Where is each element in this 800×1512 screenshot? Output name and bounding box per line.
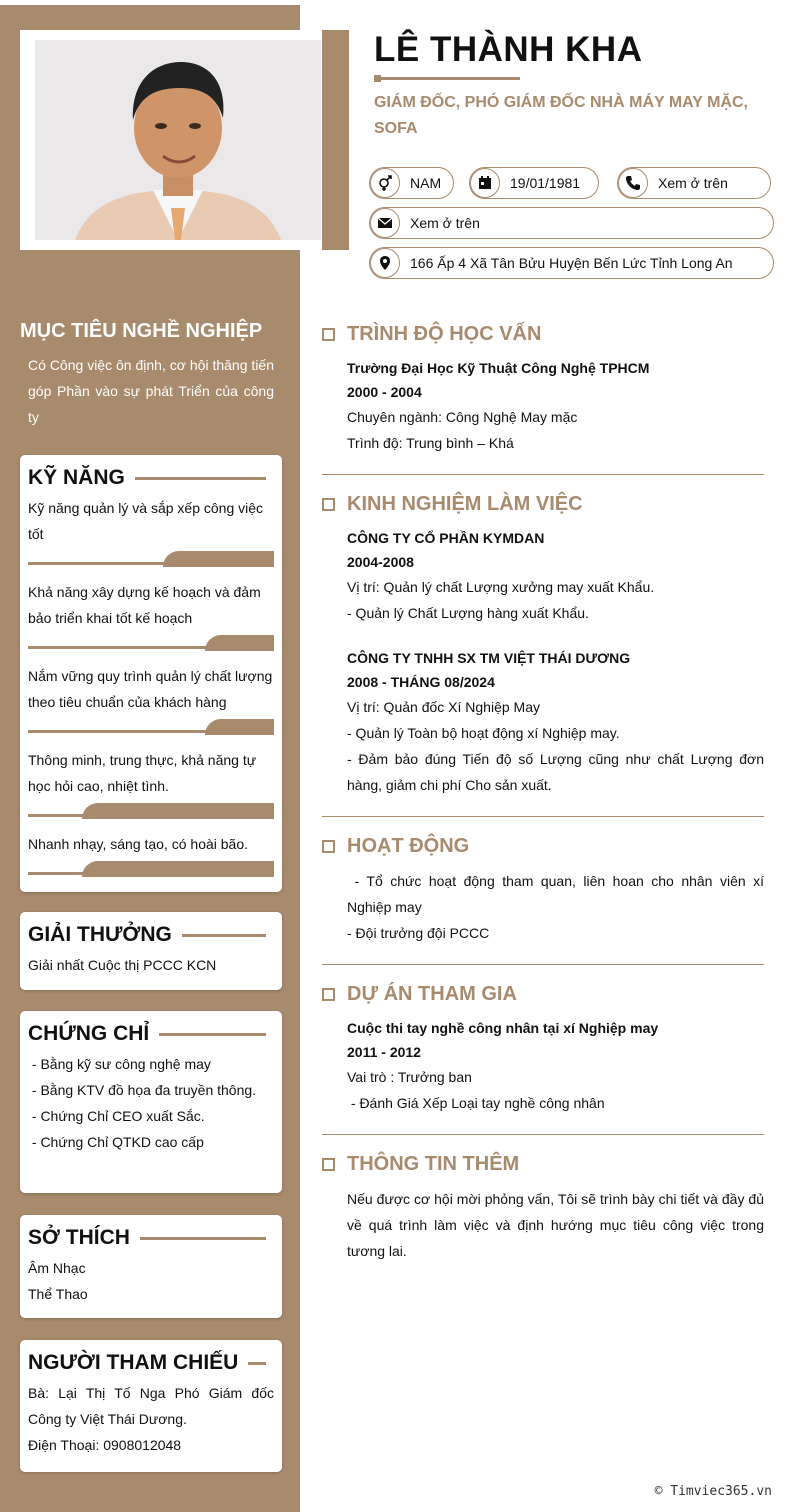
email-pill xyxy=(369,207,774,239)
avatar xyxy=(35,40,321,240)
phone-icon xyxy=(618,168,648,198)
hobby-item: Thể Thao xyxy=(28,1286,88,1302)
skill-item xyxy=(28,663,274,735)
gender-value: NAM xyxy=(410,175,442,191)
project-role: Vai trò : Trưởng ban xyxy=(347,1069,472,1085)
section-divider xyxy=(322,1134,764,1135)
skill-level-fill xyxy=(82,861,274,877)
section-square-icon xyxy=(322,328,335,341)
projects-heading: DỰ ÁN THAM GIA xyxy=(347,982,517,1005)
project-description: - Đánh Giá Xếp Loại tay nghề công nhân xyxy=(347,1095,605,1111)
awards-heading-rule xyxy=(182,934,266,937)
skill-bar xyxy=(28,635,274,651)
school-name: Trường Đại Học Kỹ Thuật Công Nghệ TPHCM xyxy=(347,360,650,376)
skills-heading-rule xyxy=(135,477,266,480)
job-detail: - Quản lý Chất Lượng hàng xuất Khẩu. xyxy=(347,605,589,621)
certificates-card xyxy=(20,1011,282,1193)
email-value: Xem ở trên xyxy=(410,215,480,231)
certificate-item: - Bằng kỹ sư công nghệ may xyxy=(28,1056,211,1072)
section-divider xyxy=(322,964,764,965)
company-name: CÔNG TY TNHH SX TM VIỆT THÁI DƯƠNG xyxy=(347,650,631,666)
job-detail: - Quản lý Toàn bộ hoạt động xí Nghiệp may. xyxy=(347,725,620,741)
birthdate-value: 19/01/1981 xyxy=(510,175,581,191)
skill-bar xyxy=(28,803,274,819)
education-section xyxy=(322,320,764,456)
skill-item xyxy=(28,747,274,819)
company-name: CÔNG TY CỔ PHẦN KYMDAN xyxy=(347,530,545,546)
photo-accent xyxy=(322,30,349,250)
section-square-icon xyxy=(322,988,335,1001)
experience-section xyxy=(322,490,764,798)
certificates-heading-rule xyxy=(159,1033,266,1036)
more-info-section xyxy=(322,1150,764,1264)
education-period: 2000 - 2004 xyxy=(347,384,422,400)
envelope-icon xyxy=(370,208,400,238)
map-pin-icon xyxy=(370,248,400,278)
section-square-icon xyxy=(322,840,335,853)
skill-bar xyxy=(28,861,274,877)
section-square-icon xyxy=(322,498,335,511)
experience-heading: KINH NGHIỆM LÀM VIỆC xyxy=(347,492,583,515)
education-major: Chuyên ngành: Công Nghệ May mặc xyxy=(347,409,578,425)
job-detail: - Đảm bảo đúng Tiến độ số Lượng cũng như chất Lượng đơn hàng, giảm chi phí Cho sản xuất. xyxy=(347,751,764,793)
awards-card xyxy=(20,912,282,990)
objective-text: Có Công việc ôn định, cơ hội thăng tiến góp Phần vào sự phát Triển của công ty xyxy=(28,357,274,425)
address-value: 166 Ấp 4 Xã Tân Bửu Huyện Bến Lức Tỉnh Long An xyxy=(410,255,733,271)
section-divider xyxy=(322,474,764,475)
job-period: 2008 - THÁNG 08/2024 xyxy=(347,674,495,690)
calendar-icon xyxy=(470,168,500,198)
address-pill xyxy=(369,247,774,279)
skill-item xyxy=(28,579,274,651)
more-info-heading: THÔNG TIN THÊM xyxy=(347,1152,520,1175)
references-heading-rule xyxy=(248,1362,266,1365)
activities-heading: HOẠT ĐỘNG xyxy=(347,834,470,857)
hobbies-card xyxy=(20,1215,282,1318)
skill-label: Khả năng xây dựng kế hoạch và đảm bảo triển khai tốt kế hoạch xyxy=(28,584,261,626)
gender-icon xyxy=(370,168,400,198)
activity-item: - Đội trưởng đội PCCC xyxy=(347,925,490,941)
skill-bar xyxy=(28,551,274,567)
section-divider xyxy=(322,816,764,817)
job-detail: Vị trí: Quản đốc Xí Nghiệp May xyxy=(347,699,540,715)
phone-value: Xem ở trên xyxy=(658,175,728,191)
skill-item xyxy=(28,831,274,877)
reference-phone: Điện Thoại: 0908012048 xyxy=(28,1437,182,1453)
activity-item: - Tổ chức hoạt động tham quan, liên hoan cho nhân viên xí Nghiệp may xyxy=(347,873,768,915)
awards-heading: GIẢI THƯỞNG xyxy=(28,923,172,946)
footer-watermark[interactable]: © Timviec365.vn xyxy=(654,1484,772,1499)
more-info-text: Nếu được cơ hội mời phỏng vấn, Tôi sẽ trình bày chi tiết và đầy đủ về quá trình làm việc và định hướng mục tiêu công việc trong tương lai. xyxy=(347,1191,764,1259)
reference-text: Bà: Lại Thị Tố Nga Phó Giám đốc Công ty Việt Thái Dương. xyxy=(28,1385,274,1427)
award-item: Giải nhất Cuộc thị PCCC KCN xyxy=(28,957,217,973)
hobbies-heading: SỞ THÍCH xyxy=(28,1226,130,1249)
education-heading: TRÌNH ĐỘ HỌC VẤN xyxy=(347,322,542,345)
skills-list xyxy=(28,495,274,877)
references-card xyxy=(20,1340,282,1472)
name-underline-dot xyxy=(374,75,381,82)
skill-label: Nhanh nhạy, sáng tạo, có hoài bão. xyxy=(28,836,249,852)
certificate-item: - Chứng Chỉ CEO xuất Sắc. xyxy=(28,1108,205,1124)
skill-level-fill xyxy=(205,635,274,651)
skill-level-fill xyxy=(205,719,274,735)
certificates-heading: CHỨNG CHỈ xyxy=(28,1022,150,1045)
projects-section xyxy=(322,980,764,1116)
job-detail: Vị trí: Quản lý chất Lượng xưởng may xuất Khẩu. xyxy=(347,579,655,595)
references-heading: NGƯỜI THAM CHIẾU xyxy=(28,1351,239,1374)
certificate-item: - Chứng Chỉ QTKD cao cấp xyxy=(28,1134,204,1150)
skill-bar xyxy=(28,719,274,735)
name-underline xyxy=(374,77,520,80)
candidate-name: LÊ THÀNH KHA xyxy=(374,30,643,69)
objective-heading: MỤC TIÊU NGHỀ NGHIỆP xyxy=(20,320,263,342)
job-period: 2004-2008 xyxy=(347,554,414,570)
skill-label: Thông minh, trung thực, khả năng tự học hỏi cao, nhiệt tình. xyxy=(28,752,257,794)
project-name: Cuộc thi tay nghề công nhân tại xí Nghiệp may xyxy=(347,1020,659,1036)
skill-label: Nắm vững quy trình quản lý chất lượng theo tiêu chuẩn của khách hàng xyxy=(28,668,273,710)
phone-pill xyxy=(617,167,771,199)
gender-pill xyxy=(369,167,454,199)
skill-level-fill xyxy=(82,803,274,819)
activities-section xyxy=(322,832,768,946)
project-period: 2011 - 2012 xyxy=(347,1044,421,1060)
education-level: Trình độ: Trung bình – Khá xyxy=(347,435,514,451)
skill-label: Kỹ năng quản lý và sắp xếp công việc tốt xyxy=(28,500,264,542)
skills-heading: KỸ NĂNG xyxy=(28,466,125,489)
section-square-icon xyxy=(322,1158,335,1171)
birthdate-pill xyxy=(469,167,599,199)
skill-level-fill xyxy=(163,551,274,567)
skills-card xyxy=(20,455,282,892)
hobbies-heading-rule xyxy=(140,1237,266,1240)
hobby-item: Âm Nhạc xyxy=(28,1260,86,1276)
job-title: GIÁM ĐỐC, PHÓ GIÁM ĐỐC NHÀ MÁY MAY MẶC, SOFA xyxy=(374,94,748,137)
skill-item xyxy=(28,495,274,567)
certificate-item: - Bằng KTV đồ họa đa truyền thông. xyxy=(28,1082,257,1098)
